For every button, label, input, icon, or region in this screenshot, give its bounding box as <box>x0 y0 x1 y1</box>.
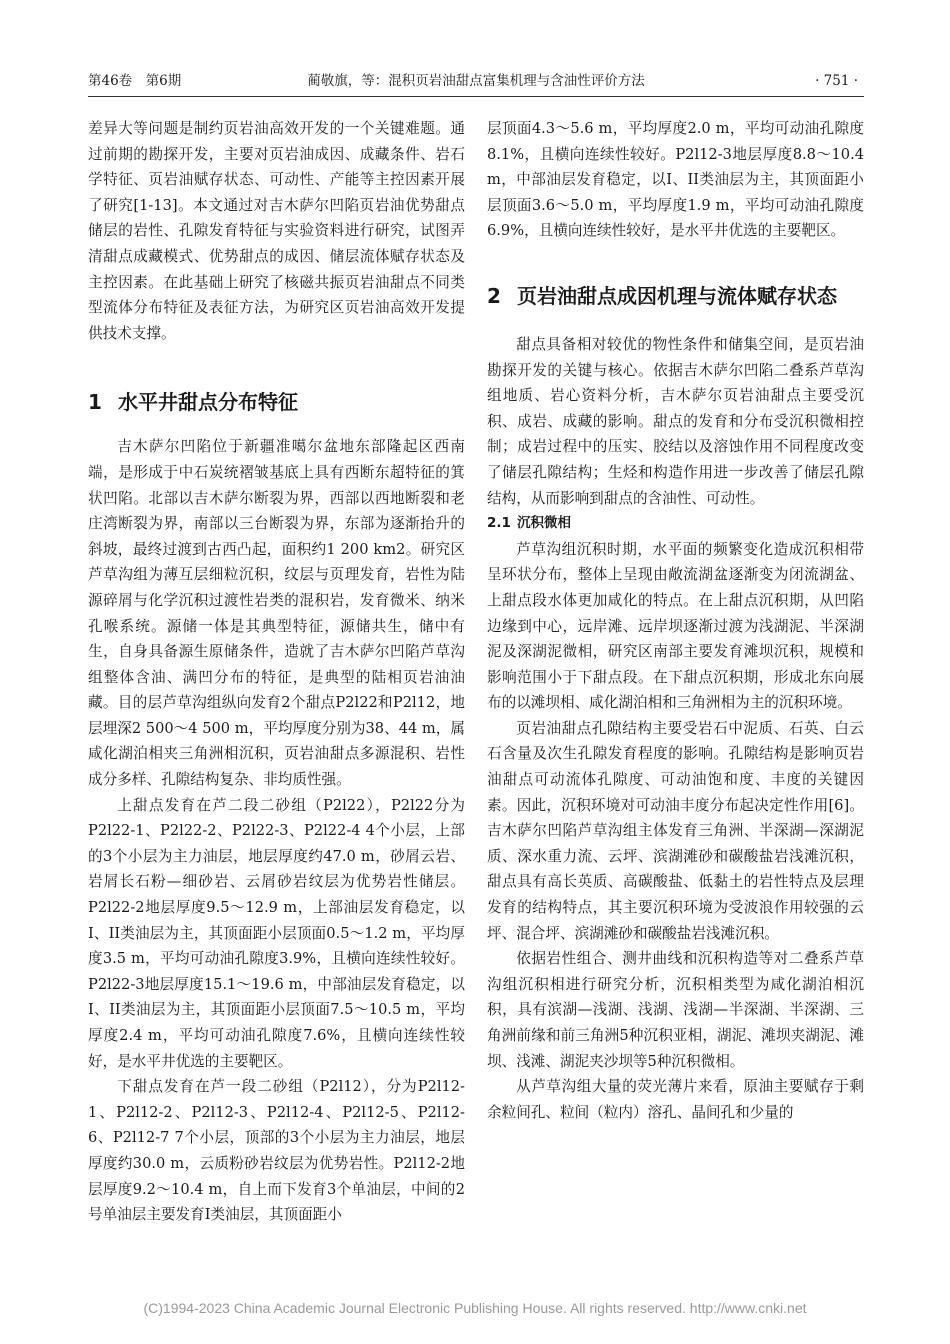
paragraph-facies-analysis: 依据岩性组合、测井曲线和沉积构造等对二叠系芦草沟组沉积相进行研究分析，沉积相类型为咸化湖泊相沉积，具有滨湖—浅湖、浅湖、浅湖—半深湖、半深湖、三角洲前缘和前三角洲5种沉积亚相，湖泥、滩坝夹湖泥、滩坝、浅滩、湖泥夹沙坝等5种沉积微相。 <box>487 950 864 1070</box>
subsection-title: 沉积微相 <box>517 515 571 532</box>
paragraph-study-area: 吉木萨尔凹陷位于新疆准噶尔盆地东部隆起区西南端，是形成于中石炭统褶皱基底上具有西断东超特征的箕状凹陷。北部以吉木萨尔断裂为界，西部以西地断裂和老庄湾断裂为界，南部以三台断裂为界，东部为逐渐抬升的斜坡，最终过渡到古西凸起，面积约1 200 km2。研究区芦草沟组为薄互层细粒沉积，纹层与页理发育，岩性为陆源碎屑与化学沉积过渡性岩类的混积岩，发育微米、纳米孔喉系统。源储一体是其典型特征，源储共生，储中有生，自身具备源生原储条件，造就了吉木萨尔凹陷芦草沟组整体含油、满凹分布的特征，是典型的陆相页岩油油藏。目的层芦草沟组纵向发育2个甜点P2l22和P2l12，地层埋深2 500～4 500 m，平均厚度分别为38、44 m，属咸化湖泊相夹三角洲相沉积，页岩油甜点多源混积、岩性成分多样、孔隙结构复杂、非均质性强。 <box>88 438 465 789</box>
subsection-heading-2-1 <box>487 511 864 537</box>
running-title: 蔺敬旗，等：混积页岩油甜点富集机理与含油性评价方法 <box>307 73 645 89</box>
paragraph-sweet-spot-genesis: 甜点具备相对较优的物性条件和储集空间，是页岩油勘探开发的关键与核心。依据吉木萨尔凹陷二叠系芦草沟组地质、岩心资料分析，吉木萨尔页岩油甜点主要受沉积、成岩、成藏的影响。甜点的发育和分布受沉积微相控制；成岩过程中的压实、胶结以及溶蚀作用不同程度改变了储层孔隙结构；生烃和构造作用进一步改善了储层孔隙结构，从而影响到甜点的含油性、可动性。 <box>487 335 864 507</box>
paragraph-pore-structure: 页岩油甜点孔隙结构主要受岩石中泥质、石英、白云石含量及次生孔隙发育程度的影响。孔隙结构是影响页岩油甜点可动流体孔隙度、可动油饱和度、丰度的关键因素。因此，沉积环境对可动油丰度分布起决定性作用[6]。吉木萨尔凹陷芦草沟组主体发育三角洲、半深湖—深湖泥质、深水重力流、云坪、滨湖滩砂和碳酸盐岩浅滩沉积，甜点具有高长英质、高碳酸盐、低黏土的岩性特点及层理发育的结构特点，其主要沉积环境为受波浪作用较强的云坪、混合坪、滨湖滩砂和碳酸盐岩浅滩沉积。 <box>487 719 864 942</box>
paragraph-upper-sweet-spot: 上甜点发育在芦二段二砂组（P2l22），P2l22分为P2l22-1、P2l22-2、P2l22-3、P2l22-4 4个小层，上部的3个小层为主力油层，地层厚度约47.0 m，砂屑云岩、岩屑长石粉—细砂岩、云屑砂岩纹层为优势岩性储层。P2l22-2地层厚度9.5～12.9 m，上部油层发育稳定，以I、II类油层为主，其顶面距小层顶面0.5～1.2 m，平均厚度3.5 m，平均可动油孔隙度3.9%，且横向连续性较好。P2l22-3地层厚度15.1～19.6 m，中部油层发育稳定，以I、II类油层为主，其顶面距小层顶面7.5～10.5 m，平均厚度2.4 m，平均可动油孔隙度7.6%，且横向连续性较好，是水平井优选的主要靶区。 <box>88 796 465 1070</box>
running-header <box>88 68 864 94</box>
paragraph-lower-sweet-spot-continued: 层顶面4.3～5.6 m，平均厚度2.0 m，平均可动油孔隙度8.1%，且横向连续性较好。P2l12-3地层厚度8.8～10.4 m，中部油层发育稳定，以I、II类油层为主，其顶面距小层顶面3.6～5.0 m，平均厚度1.9 m，平均可动油孔隙度6.9%，且横向连续性较好，是水平井优选的主要靶区。 <box>487 120 864 240</box>
header-rule <box>88 96 864 97</box>
paragraph-fluorescence: 从芦草沟组大量的荧光薄片来看，原油主要赋存于剩余粒间孔、粒间（粒内）溶孔、晶间孔和少量的 <box>487 1078 864 1121</box>
left-column <box>88 116 465 1228</box>
paragraph-lower-sweet-spot: 下甜点发育在芦一段二砂组（P2l12），分为P2l12-1、P2l12-2、P2l12-3、P2l12-4、P2l12-5、P2l12-6、P2l12-7 7个小层，顶部的3个小层为主力油层，地层厚度约30.0 m，云质粉砂岩纹层为优势岩性。P2l12-2地层厚度9.2～10.4 m，自上而下发育3个单油层，中间的2号单油层主要发育I类油层，其顶面距小 <box>88 1078 465 1224</box>
section-number: 2 <box>487 283 501 308</box>
right-column <box>487 116 864 1125</box>
section-heading-1 <box>88 382 465 422</box>
section-title: 页岩油甜点成因机理与流体赋存状态 <box>517 283 837 308</box>
section-heading-2 <box>487 276 864 316</box>
page-number: · 751 · <box>815 73 858 89</box>
section-number: 1 <box>88 390 102 415</box>
copyright-footer: (C)1994-2023 China Academic Journal Electronic Publishing House. All rights reserved. http://www.cnki.net <box>143 1300 807 1316</box>
paragraph-sedimentary-period: 芦草沟组沉积时期，水平面的频繁变化造成沉积相带呈环状分布，整体上呈现由敞流湖盆逐渐变为闭流湖盆、上甜点段水体更加咸化的特点。在上甜点沉积期，从凹陷边缘到中心，远岸滩、远岸坝逐渐过渡为浅湖泥、半深湖泥及深湖泥微相，研究区南部主要发育滩坝沉积，规模和影响范围小于下甜点段。在下甜点沉积期，形成北东向展布的以滩坝相、咸化湖泊相和三角洲相为主的沉积环境。 <box>487 540 864 712</box>
journal-volume-issue: 第46卷 第6期 <box>88 73 182 89</box>
paragraph-intro-continued: 差异大等问题是制约页岩油高效开发的一个关键难题。通过前期的勘探开发，主要对页岩油成因、成藏条件、岩石学特征、页岩油赋存状态、可动性、产能等主控因素开展了研究[1-13]。本文通过对吉木萨尔凹陷页岩油优势甜点储层的岩性、孔隙发育特征与实验资料进行研究，试图弄清甜点成藏模式、优势甜点的成因、储层流体赋存状态及主控因素。在此基础上研究了核磁共振页岩油甜点不同类型流体分布特征及表征方法，为研究区页岩油高效开发提供技术支撑。 <box>88 120 465 342</box>
subsection-number: 2.1 <box>487 515 511 532</box>
section-title: 水平井甜点分布特征 <box>118 390 298 415</box>
